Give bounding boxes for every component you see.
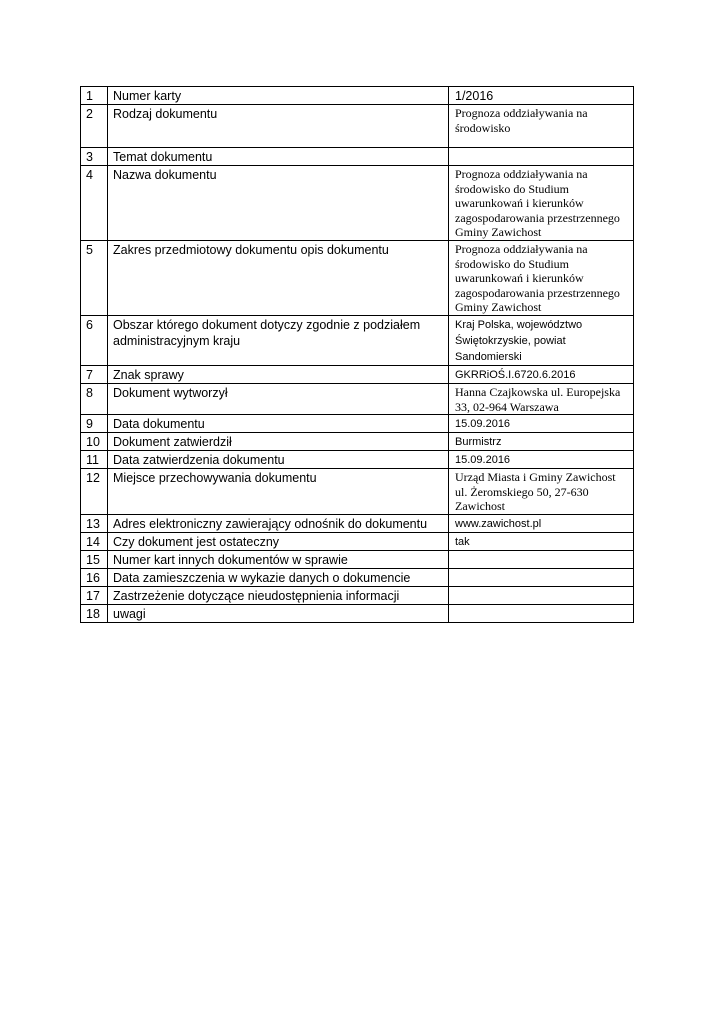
row-label: Dokument wytworzył: [108, 383, 449, 414]
row-value: Prognoza oddziaływania na środowisko do Studium uwarunkowań i kierunków zagospodarowania przestrzennego Gminy Zawichost: [449, 240, 634, 315]
row-label: Zakres przedmiotowy dokumentu opis dokumentu: [108, 240, 449, 315]
table-row: [81, 604, 634, 622]
row-value: tak: [449, 532, 634, 550]
table-row: [81, 451, 634, 469]
row-label: Czy dokument jest ostateczny: [108, 532, 449, 550]
table-row: [81, 383, 634, 414]
document-card-table: [80, 86, 634, 623]
row-number: 13: [81, 514, 108, 532]
row-value: [449, 148, 634, 166]
row-value: Hanna Czajkowska ul. Europejska 33, 02-964 Warszawa: [449, 383, 634, 414]
row-number: 2: [81, 105, 108, 148]
row-number: 16: [81, 568, 108, 586]
row-label: Numer kart innych dokumentów w sprawie: [108, 550, 449, 568]
table-row: [81, 550, 634, 568]
row-label: Numer karty: [108, 87, 449, 105]
row-number: 1: [81, 87, 108, 105]
row-number: 18: [81, 604, 108, 622]
row-label: Znak sprawy: [108, 365, 449, 383]
row-label: Miejsce przechowywania dokumentu: [108, 469, 449, 515]
row-label: Obszar którego dokument dotyczy zgodnie z podziałem administracyjnym kraju: [108, 315, 449, 365]
table-row: [81, 532, 634, 550]
row-number: 17: [81, 586, 108, 604]
row-number: 5: [81, 240, 108, 315]
row-value: GKRRiOŚ.I.6720.6.2016: [449, 365, 634, 383]
row-value: 15.09.2016: [449, 415, 634, 433]
row-number: 8: [81, 383, 108, 414]
row-value: [449, 550, 634, 568]
row-value: Prognoza oddziaływania na środowisko do Studium uwarunkowań i kierunków zagospodarowania przestrzennego Gminy Zawichost: [449, 166, 634, 241]
table-row: [81, 568, 634, 586]
row-label: Data zatwierdzenia dokumentu: [108, 451, 449, 469]
row-number: 6: [81, 315, 108, 365]
row-label: Data zamieszczenia w wykazie danych o dokumencie: [108, 568, 449, 586]
row-value: [449, 586, 634, 604]
row-number: 11: [81, 451, 108, 469]
row-label: Dokument zatwierdził: [108, 433, 449, 451]
row-value: [449, 604, 634, 622]
table-row: [81, 166, 634, 241]
table-row: [81, 105, 634, 148]
row-value: www.zawichost.pl: [449, 514, 634, 532]
row-value: 15.09.2016: [449, 451, 634, 469]
table-row: [81, 148, 634, 166]
row-value: Urząd Miasta i Gminy Zawichost ul. Żeromskiego 50, 27-630 Zawichost: [449, 469, 634, 515]
table-row: [81, 240, 634, 315]
table-row: [81, 514, 634, 532]
row-value: [449, 568, 634, 586]
table-row: [81, 469, 634, 515]
row-number: 10: [81, 433, 108, 451]
row-label: Nazwa dokumentu: [108, 166, 449, 241]
row-label: Adres elektroniczny zawierający odnośnik do dokumentu: [108, 514, 449, 532]
row-label: Data dokumentu: [108, 415, 449, 433]
row-value: 1/2016: [449, 87, 634, 105]
row-value: Kraj Polska, województwo Świętokrzyskie, powiat Sandomierski: [449, 315, 634, 365]
row-number: 7: [81, 365, 108, 383]
row-value: Prognoza oddziaływania na środowisko: [449, 105, 634, 148]
table-row: [81, 87, 634, 105]
table-row: [81, 433, 634, 451]
row-number: 15: [81, 550, 108, 568]
row-label: Rodzaj dokumentu: [108, 105, 449, 148]
row-label: Zastrzeżenie dotyczące nieudostępnienia informacji: [108, 586, 449, 604]
row-number: 4: [81, 166, 108, 241]
table-row: [81, 315, 634, 365]
row-number: 14: [81, 532, 108, 550]
table-row: [81, 586, 634, 604]
row-label: uwagi: [108, 604, 449, 622]
row-number: 3: [81, 148, 108, 166]
row-label: Temat dokumentu: [108, 148, 449, 166]
row-number: 9: [81, 415, 108, 433]
table-row: [81, 415, 634, 433]
row-value: Burmistrz: [449, 433, 634, 451]
table-row: [81, 365, 634, 383]
row-number: 12: [81, 469, 108, 515]
